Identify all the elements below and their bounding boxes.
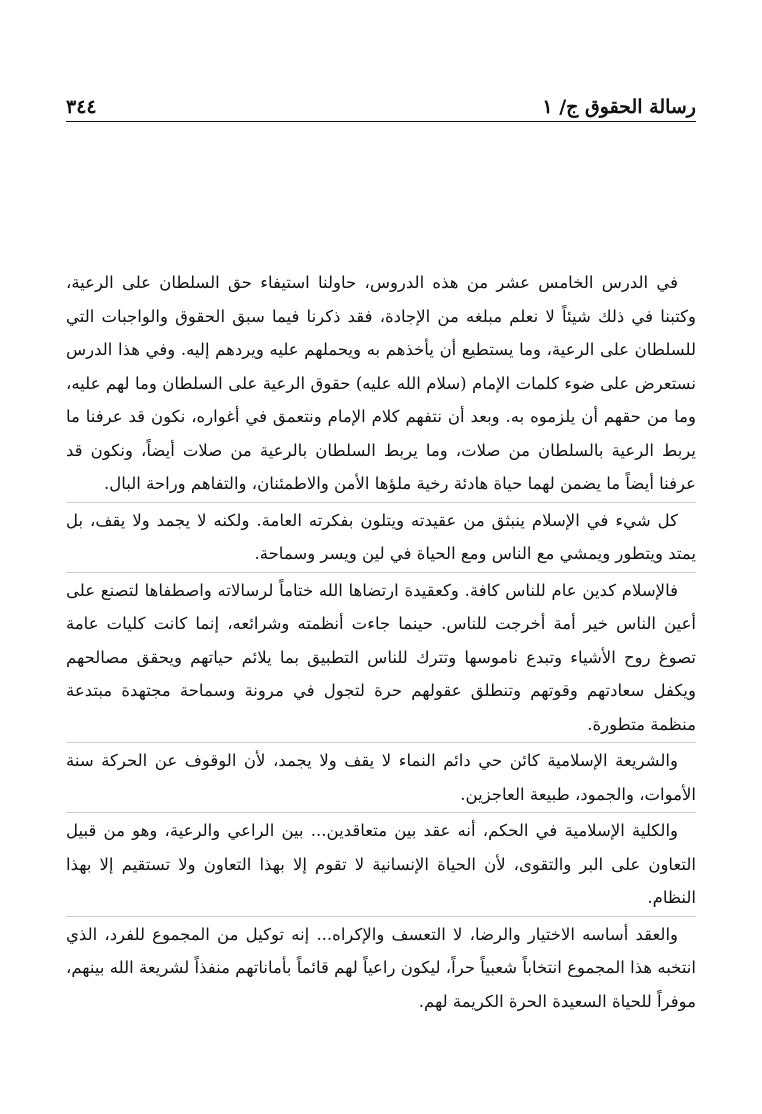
paragraph-divider — [66, 812, 696, 813]
page-number: ٣٤٤ — [66, 96, 97, 118]
paragraph: والشريعة الإسلامية كائن حي دائم النماء لا يقف ولا يجمد، لأن الوقوف عن الحركة سنة الأموات، والجمود، طبيعة العاجزين. — [66, 751, 696, 804]
paragraph-divider — [66, 572, 696, 573]
paragraph-divider — [66, 916, 696, 917]
paragraph: والكلية الإسلامية في الحكم، أنه عقد بين متعاقدين... بين الراعي والرعية، وهو من قبيل التعاون على البر والتقوى، لأن الحياة الإنسانية لا تقوم إلا بهذا التعاون ولا تستقيم إلا بهذا النظام. — [66, 821, 696, 907]
header-rule — [66, 121, 696, 122]
paragraph: في الدرس الخامس عشر من هذه الدروس، حاولنا استيفاء حق السلطان على الرعية، وكتبنا في ذلك شيئاً لا نعلم مبلغه من الإجادة، فقد ذكرنا فيما سبق الحقوق والواجبات التي للسلطان على الرعية، وما يستطيع أن يأخذهم به ويحملهم عليه ويردهم إليه. وفي هذا الدرس نستعرض على ضوء كلمات الإمام (سلام الله عليه) حقوق الرعية على السلطان وما لهم عليه، وما من حقهم أن يلزموه به. وبعد أن نتفهم كلام الإمام ونتعمق في أغواره، نكون قد عرفنا ما يربط الرعية بالسلطان من صلات، وما يربط السلطان بالرعية من صلات أيضاً، ونكون قد عرفنا أيضاً ما يضمن لهما حياة هادئة رخية ملؤها الأمن والاطمئنان، والتفاهم وراحة البال. — [66, 273, 696, 493]
body-text — [66, 266, 696, 1018]
running-header — [66, 84, 696, 118]
paragraph-divider — [66, 502, 696, 503]
book-title: رسالة الحقوق ج/ ١ — [542, 96, 696, 118]
paragraph: كل شيء في الإسلام ينبثق من عقيدته ويتلون بفكرته العامة. ولكنه لا يجمد ولا يقف، بل يمتد ويتطور ويمشي مع الناس ومع الحياة في لين ويسر وسماحة. — [66, 510, 696, 563]
paragraph: والعقد أساسه الاختيار والرضا، لا التعسف والإكراه... إنه توكيل من المجموع للفرد، الذي انتخبه هذا المجموع انتخاباً شعبياً حراً، ليكون راعياً لهم قائماً بأماناتهم منفذاً لشريعة الله بينهم، موفراً للحياة السعيدة الحرة الكريمة لهم. — [66, 924, 696, 1011]
paragraph-divider — [66, 742, 696, 743]
paragraph: فالإسلام كدين عام للناس كافة. وكعقيدة ارتضاها الله ختاماً لرسالاته واصطفاها لتصنع على أعين الناس خير أمة أخرجت للناس. حينما جاءت أنظمته وشرائعه، إنما كانت كليات عامة تصوغ روح الأشياء وتبدع ناموسها وتترك للناس التطبيق بما يلائم حياتهم ويحقق مصالحهم ويكفل سعادتهم وقوتهم وتنطلق عقولهم حرة لتجول في مرونة وسماحة مجتهدة مبتدعة منظمة متطورة. — [66, 580, 696, 734]
